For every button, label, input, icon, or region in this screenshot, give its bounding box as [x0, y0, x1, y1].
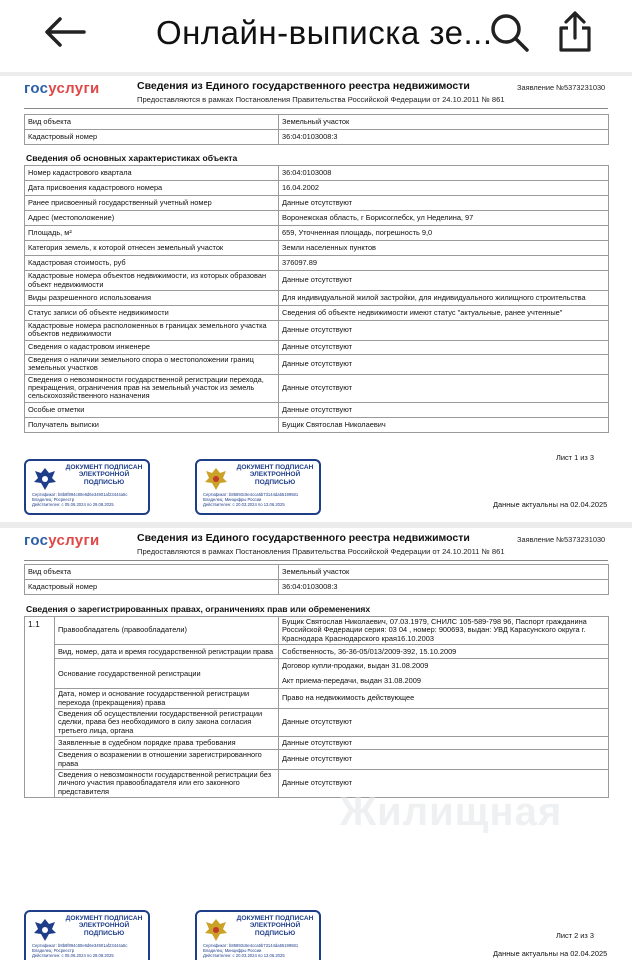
row-label: Виды разрешенного использования	[25, 291, 279, 306]
app-bar	[0, 0, 632, 72]
document-subtitle: Предоставляются в рамках Постановления Правительства Российской Федерации от 24.10.2011 № 861	[137, 547, 505, 556]
table-row	[25, 306, 609, 321]
row-label: Сведения о кадастровом инженере	[25, 340, 279, 354]
row-value: Земли населенных пунктов	[279, 241, 609, 256]
row-value: Данные отсутствуют	[279, 770, 609, 798]
page-header	[0, 528, 632, 568]
stamp-certificate: Сертификат: b8b8f894c80e8d6e34901af23444a5c	[32, 943, 128, 948]
row-label: Вид объекта	[25, 115, 279, 130]
object-table	[24, 114, 609, 145]
row-label: Адрес (местоположение)	[25, 211, 279, 226]
stamp-title: ДОКУМЕНТ ПОДПИСАН ЭЛЕКТРОННОЙ ПОДПИСЬЮ	[65, 915, 143, 937]
table-row	[25, 211, 609, 226]
row-label: Вид, номер, дата и время государственной регистрации права	[55, 645, 279, 659]
e-signature-stamp	[195, 910, 321, 960]
document-title: Сведения из Единого государственного реестра недвижимости	[137, 532, 470, 544]
coat-of-arms-icon	[31, 916, 59, 944]
row-value: Данные отсутствуют	[279, 354, 609, 374]
stamp-title: ДОКУМЕНТ ПОДПИСАН ЭЛЕКТРОННОЙ ПОДПИСЬЮ	[236, 915, 314, 937]
row-value: Данные отсутствуют	[279, 321, 609, 341]
table-row	[25, 659, 609, 689]
row-value: Право на недвижимость действующее	[279, 689, 609, 709]
rights-table	[24, 616, 609, 798]
document-page-2[interactable]	[0, 528, 632, 960]
row-value: Данные отсутствуют	[279, 402, 609, 417]
row-label: Основание государственной регистрации	[55, 659, 279, 689]
table-row	[25, 196, 609, 211]
row-label: Заявленные в судебном порядке права требования	[55, 737, 279, 750]
row-label: Особые отметки	[25, 402, 279, 417]
row-value: Сведения об объекте недвижимости имеют статус "актуальные, ранее учтенные"	[279, 306, 609, 321]
table-row	[25, 737, 609, 750]
row-label: Дата присвоения кадастрового номера	[25, 181, 279, 196]
stamp-owner: Владелец: Росреестр	[32, 497, 75, 502]
stamp-validity: Действителен: с 20.03.2024 по 13.06.2025	[203, 502, 285, 507]
actual-date: Данные актуальны на 02.04.2025	[493, 949, 608, 958]
row-value: 36:04:0103008:3	[279, 580, 609, 595]
section-title: Сведения о зарегистрированных правах, ограничениях прав или обременениях	[26, 604, 371, 614]
table-row	[25, 166, 609, 181]
row-label: Категория земель, к которой отнесен земельный участок	[25, 241, 279, 256]
row-value: Бущик Святослав Николаевич	[279, 417, 609, 432]
row-label: Правообладатель (правообладатели)	[55, 617, 279, 645]
row-value: Данные отсутствуют	[279, 196, 609, 211]
row-value: Для индивидуальной жилой застройки, для индивидуального жилищного строительства	[279, 291, 609, 306]
watermark: Жилищная	[340, 790, 563, 834]
application-number: Заявление №5373231030	[517, 535, 606, 544]
gosuslugi-logo: госуслуги	[24, 532, 100, 549]
gosuslugi-logo: госуслуги	[24, 80, 100, 97]
stamp-validity: Действителен: с 05.06.2024 по 29.08.2025	[32, 953, 114, 958]
page-header	[0, 76, 632, 116]
table-row	[25, 271, 609, 291]
header-divider	[24, 108, 608, 109]
row-label: Кадастровый номер	[25, 580, 279, 595]
page-number: Лист 1 из 3	[556, 453, 594, 462]
row-value: Воронежская область, г Борисоглебск, ул Неделина, 97	[279, 211, 609, 226]
e-signature-stamp	[195, 459, 321, 515]
page-number: Лист 2 из 3	[556, 931, 594, 940]
e-signature-stamp	[24, 910, 150, 960]
application-number: Заявление №5373231030	[517, 83, 606, 92]
stamp-certificate: Сертификат: b8b8f894c80e8d6e34901af23444a5c	[32, 492, 128, 497]
table-row	[25, 580, 609, 595]
row-label: Дата, номер и основание государственной регистрации перехода (прекращения) права	[55, 689, 279, 709]
table-row	[25, 617, 609, 645]
characteristics-table	[24, 165, 609, 433]
document-subtitle: Предоставляются в рамках Постановления Правительства Российской Федерации от 24.10.2011 № 861	[137, 95, 505, 104]
row-value: Данные отсутствуют	[279, 750, 609, 770]
table-row	[25, 402, 609, 417]
section-title: Сведения об основных характеристиках объекта	[26, 153, 238, 163]
table-row	[25, 750, 609, 770]
table-row	[25, 354, 609, 374]
basis-document: Акт приема-передачи, выдан 31.08.2009	[282, 675, 421, 685]
stamp-owner: Владелец: Минцифры России	[203, 948, 262, 953]
row-label: Номер кадастрового квартала	[25, 166, 279, 181]
row-value: 36:04:0103008:3	[279, 130, 609, 145]
back-arrow-icon[interactable]	[38, 10, 92, 54]
row-value: Земельный участок	[279, 565, 609, 580]
table-row	[25, 374, 609, 402]
row-label: Сведения о возражении в отношении зарегистрированного права	[55, 750, 279, 770]
table-row	[25, 291, 609, 306]
table-row	[25, 130, 609, 145]
row-value: Земельный участок	[279, 115, 609, 130]
object-table	[24, 564, 609, 595]
row-value: Бущик Святослав Николаевич, 07.03.1979, СНИЛС 105-589-798 96, Паспорт гражданина Российской Федерации серия: 03 04 , номер: 900693, выдан: УВД Карасунского округа г. Краснодара Краснодарского края16.10.2003	[279, 617, 609, 645]
row-label: Ранее присвоенный государственный учетный номер	[25, 196, 279, 211]
page-title: Онлайн-выписка зе...	[156, 14, 493, 51]
row-value: Данные отсутствуют	[279, 340, 609, 354]
row-value: 659, Уточненная площадь, погрешность 9,0	[279, 226, 609, 241]
basis-document: Договор купли-продажи, выдан 31.08.2009	[282, 661, 429, 671]
row-label: Площадь, м²	[25, 226, 279, 241]
row-label: Сведения об осуществлении государственной регистрации сделки, права без необходимого в силу закона согласия третьего лица, органа	[55, 709, 279, 737]
coat-of-arms-icon	[31, 465, 59, 493]
row-label: Кадастровый номер	[25, 130, 279, 145]
search-icon[interactable]	[488, 10, 530, 54]
row-label: Получатель выписки	[25, 417, 279, 432]
row-value: 16.04.2002	[279, 181, 609, 196]
table-row	[25, 115, 609, 130]
row-value: Собственность, 36-36-05/013/2009-392, 15.10.2009	[279, 645, 609, 659]
row-value: 376097.89	[279, 256, 609, 271]
header-divider	[24, 560, 608, 561]
row-label: Сведения о невозможности государственной регистрации без личного участия правообладателя или его законного представителя	[55, 770, 279, 798]
stamp-validity: Действителен: с 05.06.2024 по 29.08.2025	[32, 502, 114, 507]
row-label: Сведения о невозможности государственной регистрации перехода, прекращения, ограничения прав на земельный участок из земель сельскохозяйственного назначения	[25, 374, 279, 402]
row-value: Данные отсутствуют	[279, 737, 609, 750]
table-row	[25, 565, 609, 580]
row-label: Кадастровые номера расположенных в границах земельного участка объектов недвижимости	[25, 321, 279, 341]
stamp-title: ДОКУМЕНТ ПОДПИСАН ЭЛЕКТРОННОЙ ПОДПИСЬЮ	[236, 464, 314, 486]
row-label: Сведения о наличии земельного спора о местоположении границ земельных участков	[25, 354, 279, 374]
table-row	[25, 226, 609, 241]
table-row	[25, 321, 609, 341]
table-row	[25, 645, 609, 659]
row-label: Статус записи об объекте недвижимости	[25, 306, 279, 321]
row-label: Вид объекта	[25, 565, 279, 580]
row-value: Данные отсутствуют	[279, 374, 609, 402]
row-value: 36:04:0103008	[279, 166, 609, 181]
table-row	[25, 709, 609, 737]
table-row	[25, 181, 609, 196]
row-value: Данные отсутствуют	[279, 271, 609, 291]
table-row	[25, 689, 609, 709]
row-value: Данные отсутствуют	[279, 709, 609, 737]
document-title: Сведения из Единого государственного реестра недвижимости	[137, 80, 470, 92]
coat-of-arms-icon	[202, 916, 230, 944]
stamp-owner: Владелец: Минцифры России	[203, 497, 262, 502]
stamp-certificate: Сертификат: b85893c8e4cca5b73144da55199581	[203, 492, 299, 497]
stamp-certificate: Сертификат: b85893c8e4cca5b73144da55199581	[203, 943, 299, 948]
e-signature-stamp	[24, 459, 150, 515]
table-row	[25, 241, 609, 256]
right-number: 1.1	[25, 617, 55, 798]
stamp-owner: Владелец: Росреестр	[32, 948, 75, 953]
stamp-validity: Действителен: с 20.03.2024 по 13.06.2025	[203, 953, 285, 958]
stamp-title: ДОКУМЕНТ ПОДПИСАН ЭЛЕКТРОННОЙ ПОДПИСЬЮ	[65, 464, 143, 486]
row-label: Кадастровые номера объектов недвижимости, из которых образован объект недвижимости	[25, 271, 279, 291]
table-row	[25, 256, 609, 271]
table-row	[25, 340, 609, 354]
coat-of-arms-icon	[202, 465, 230, 493]
row-value	[279, 659, 609, 689]
document-page-1[interactable]	[0, 76, 632, 522]
row-label: Кадастровая стоимость, руб	[25, 256, 279, 271]
actual-date: Данные актуальны на 02.04.2025	[493, 500, 608, 509]
table-row	[25, 417, 609, 432]
share-icon[interactable]	[554, 8, 596, 54]
